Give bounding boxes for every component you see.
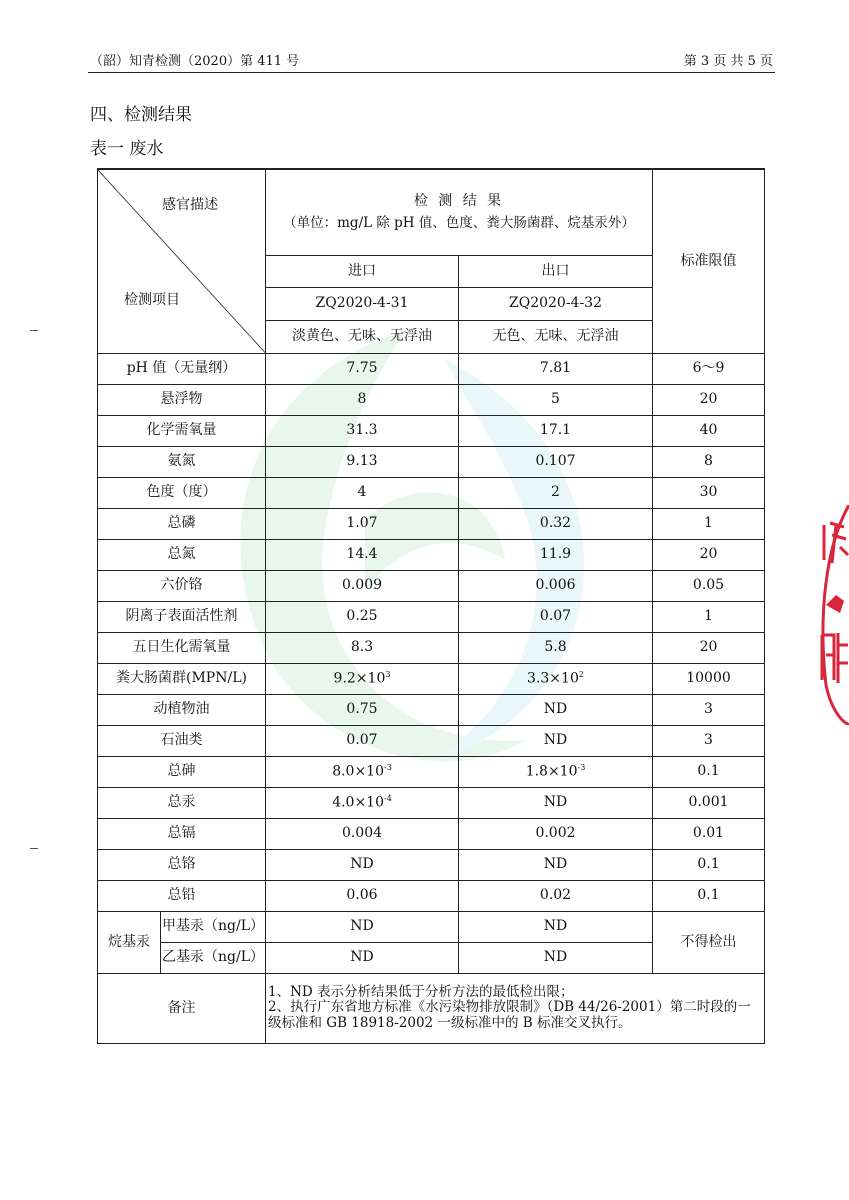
limit-value: 0.1 <box>653 849 765 880</box>
inlet-value: 8 <box>266 384 459 415</box>
remarks-label: 备注 <box>98 973 266 1043</box>
item-animal-vegetable-oil: 动植物油 <box>98 694 266 725</box>
item-total-mercury: 总汞 <box>98 787 266 818</box>
inlet-value: 0.75 <box>266 694 459 725</box>
outlet-value: ND <box>459 694 653 725</box>
outlet-value: 7.81 <box>459 353 653 384</box>
item-total-cadmium: 总镉 <box>98 818 266 849</box>
outlet-value: ND <box>459 942 653 973</box>
remark-line-2: 2、执行广东省地方标准《水污染物排放限制》（DB 44/26-2001）第二时段的一级标准和 GB 18918-2002 一级标准中的 B 标准交叉执行。 <box>268 999 751 1031</box>
inlet-value: 9.13 <box>266 446 459 477</box>
inlet-value: ND <box>266 849 459 880</box>
company-seal-stamp <box>806 505 849 725</box>
limit-value: 20 <box>653 632 765 663</box>
inlet-value: $9.2\times 10^3$ <box>266 663 459 694</box>
inlet-value: 1.07 <box>266 508 459 539</box>
inlet-value: $4.0\times 10^{-4}$ <box>266 787 459 818</box>
outlet-value: 0.32 <box>459 508 653 539</box>
limit-value: 20 <box>653 384 765 415</box>
results-unit-note: （单位：mg/L 除 pH 值、色度、粪大肠菌群、烷基汞外） <box>283 214 635 231</box>
report-number: （韶）知青检测（2020）第 411 号 <box>90 54 300 69</box>
margin-tick <box>30 848 38 849</box>
results-header <box>266 169 653 255</box>
table-title: 表一 废水 <box>90 139 164 159</box>
limit-value: 0.01 <box>653 818 765 849</box>
results-title: 检 测 结 果 <box>413 193 505 210</box>
alkyl-limit-value: 不得检出 <box>653 911 765 973</box>
outlet-value: 11.9 <box>459 539 653 570</box>
outlet-value: $3.3\times 10^2$ <box>459 663 653 694</box>
outlet-value: $1.8\times 10^{-3}$ <box>459 756 653 787</box>
inlet-value: 8.3 <box>266 632 459 663</box>
outlet-value: 17.1 <box>459 415 653 446</box>
outlet-value: 0.006 <box>459 570 653 601</box>
inlet-value: 0.009 <box>266 570 459 601</box>
limit-value: 30 <box>653 477 765 508</box>
header-rule <box>88 72 775 73</box>
item-total-arsenic: 总砷 <box>98 756 266 787</box>
outlet-value: ND <box>459 849 653 880</box>
outlet-value: ND <box>459 787 653 818</box>
alkyl-mercury-group: 烷基汞 <box>98 911 161 973</box>
inlet-value: ND <box>266 911 459 942</box>
inlet-value: 0.004 <box>266 818 459 849</box>
limit-value: 1 <box>653 601 765 632</box>
limit-value: 0.1 <box>653 880 765 911</box>
item-anionic-surfactant: 阴离子表面活性剂 <box>98 601 266 632</box>
item-fecal-coliform: 粪大肠菌群(MPN/L) <box>98 663 266 694</box>
inlet-value: 0.06 <box>266 880 459 911</box>
limit-value: 3 <box>653 725 765 756</box>
outlet-value: 0.107 <box>459 446 653 477</box>
outlet-value: ND <box>459 725 653 756</box>
page-indicator: 第 3 页 共 5 页 <box>683 54 773 69</box>
item-total-chromium: 总铬 <box>98 849 266 880</box>
outlet-sensory: 无色、无味、无浮油 <box>459 320 653 353</box>
outlet-value: 5 <box>459 384 653 415</box>
item-methyl-mercury: 甲基汞（ng/L） <box>161 911 266 942</box>
inlet-value: 14.4 <box>266 539 459 570</box>
limit-value: 8 <box>653 446 765 477</box>
outlet-value: 0.07 <box>459 601 653 632</box>
test-item-label: 检测项目 <box>124 292 180 308</box>
inlet-sensory: 淡黄色、无味、无浮油 <box>266 320 459 353</box>
diagonal-header-cell <box>98 169 266 353</box>
limit-value: 20 <box>653 539 765 570</box>
item-hexavalent-chromium: 六价铬 <box>98 570 266 601</box>
outlet-sample-id: ZQ2020-4-32 <box>459 287 653 320</box>
inlet-value: 31.3 <box>266 415 459 446</box>
outlet-value: 2 <box>459 477 653 508</box>
inlet-value: 0.25 <box>266 601 459 632</box>
outlet-value: 0.002 <box>459 818 653 849</box>
inlet-value: 4 <box>266 477 459 508</box>
item-cod: 化学需氧量 <box>98 415 266 446</box>
outlet-value: ND <box>459 911 653 942</box>
item-total-lead: 总铅 <box>98 880 266 911</box>
item-color: 色度（度） <box>98 477 266 508</box>
inlet-value: 0.07 <box>266 725 459 756</box>
limit-value: 0.001 <box>653 787 765 818</box>
wastewater-results-table <box>97 168 765 1044</box>
inlet-value: 7.75 <box>266 353 459 384</box>
item-ph: pH 值（无量纲） <box>98 353 266 384</box>
limit-value: 40 <box>653 415 765 446</box>
item-total-nitrogen: 总氮 <box>98 539 266 570</box>
inlet-sample-id: ZQ2020-4-31 <box>266 287 459 320</box>
limit-value: 3 <box>653 694 765 725</box>
item-bod5: 五日生化需氧量 <box>98 632 266 663</box>
item-suspended-solids: 悬浮物 <box>98 384 266 415</box>
remarks-text <box>266 973 765 1043</box>
section-title: 四、检测结果 <box>90 105 192 125</box>
limit-value: 0.05 <box>653 570 765 601</box>
item-ethyl-mercury: 乙基汞（ng/L） <box>161 942 266 973</box>
outlet-value: 5.8 <box>459 632 653 663</box>
limit-value: 1 <box>653 508 765 539</box>
item-petroleum: 石油类 <box>98 725 266 756</box>
outlet-value: 0.02 <box>459 880 653 911</box>
remark-line-1: 1、ND 表示分析结果低于分析方法的最低检出限； <box>268 983 574 1000</box>
inlet-header: 进口 <box>266 255 459 287</box>
item-total-phosphorus: 总磷 <box>98 508 266 539</box>
limit-value: 0.1 <box>653 756 765 787</box>
margin-tick <box>30 330 38 331</box>
limit-value: 6～9 <box>653 353 765 384</box>
standard-limit-header: 标准限值 <box>653 169 765 353</box>
outlet-header: 出口 <box>459 255 653 287</box>
sensory-description-label: 感官描述 <box>162 197 218 213</box>
inlet-value: ND <box>266 942 459 973</box>
item-ammonia-nitrogen: 氨氮 <box>98 446 266 477</box>
inlet-value: $8.0\times 10^{-3}$ <box>266 756 459 787</box>
limit-value: 10000 <box>653 663 765 694</box>
